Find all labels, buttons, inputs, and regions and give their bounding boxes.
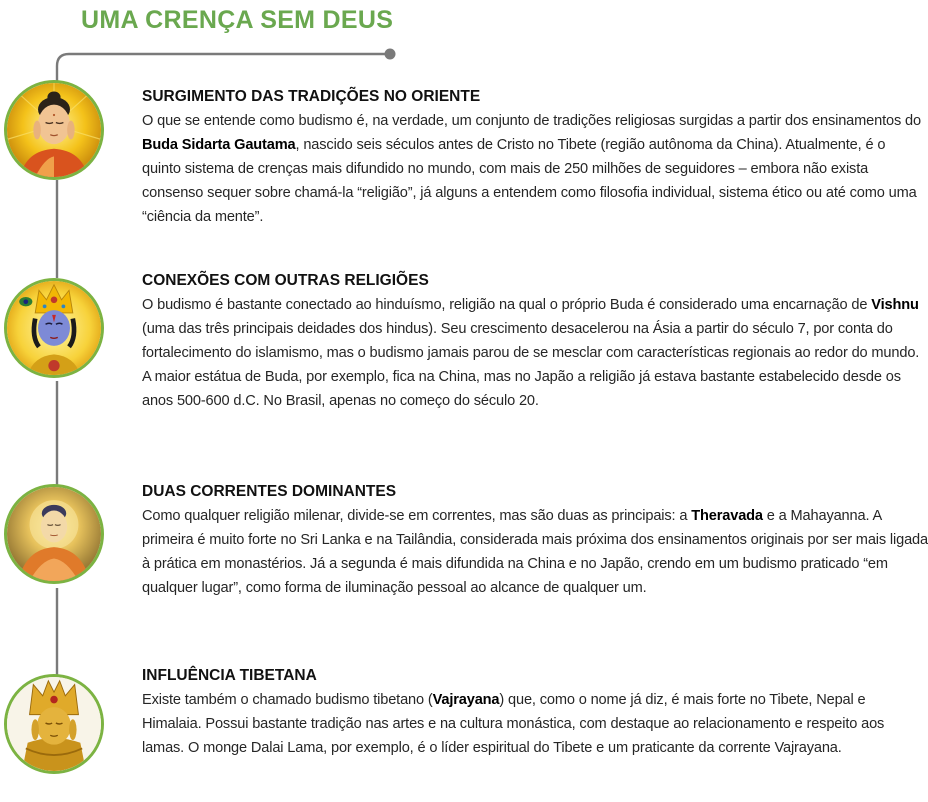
bold-term: Vishnu — [871, 297, 919, 313]
section-currents — [142, 480, 928, 600]
section-heading: CONEXÕES COM OUTRAS RELIGIÕES — [142, 272, 429, 289]
section-body: Existe também o chamado budismo tibetano (Vajrayana) que, como o nome já diz, é mais forte no Tibete, Nepal e Himalaia. Possui bastante tradição nas artes e na cultura monástica, com destaque ao relacionamento e respeito aos lamas. O monge Dalai Lama, por exemplo, é o líder espiritual do Tibete e um praticante da corrente Vajrayana. — [142, 692, 885, 756]
section-connections — [142, 269, 928, 413]
vishnu-icon — [4, 278, 104, 378]
bold-term: Vajrayana — [432, 692, 500, 708]
buddha-gold-icon — [4, 80, 104, 180]
golden-statue-icon — [4, 674, 104, 774]
section-body: O que se entende como budismo é, na verdade, um conjunto de tradições religiosas surgidas a partir dos ensinamentos do Buda Sidarta Gautama, nascido seis séculos antes de Cristo no Tibete (região autônoma da China). Atualmente, é o quinto sistema de crenças mais difundido no mundo, com mais de 250 milhões de seguidores – embora não exista consenso sequer sobre chamá-la “religião”, já alguns a entendem como filosofia individual, sistema ético ou até como uma “ciência da mente”. — [142, 113, 921, 225]
bold-term: Theravada — [691, 508, 763, 524]
section-origin — [142, 85, 928, 229]
section-heading: DUAS CORRENTES DOMINANTES — [142, 483, 397, 500]
timeline-end-dot — [385, 49, 396, 60]
section-heading: INFLUÊNCIA TIBETANA — [142, 667, 317, 684]
section-tibetan — [142, 664, 928, 760]
section-heading: SURGIMENTO DAS TRADIÇÕES NO ORIENTE — [142, 88, 481, 105]
page-title: UMA CRENÇA SEM DEUS — [81, 6, 394, 34]
section-body: Como qualquer religião milenar, divide-se em correntes, mas são duas as principais: a Theravada e a Mahayanna. A primeira é muito forte no Sri Lanka e na Tailândia, considerada mais próxima dos ensinamentos originais por ser mais ligada à prática em monastérios. Já a segunda é mais difundida na China e no Japão, crendo em um budismo praticado “em qualquer lugar”, como forma de iluminação pessoal ao alcance de qualquer um. — [142, 508, 928, 596]
section-body: O budismo é bastante conectado ao hinduísmo, religião na qual o próprio Buda é considerado uma encarnação de Vishnu (uma das três principais deidades dos hindus). Seu crescimento desacelerou na Ásia a partir do século 7, por conta do fortalecimento do islamismo, mas o budismo jamais parou de se mesclar com características regionais ao redor do mundo. A maior estátua de Buda, por exemplo, fica na China, mas no Japão a religião já estava bastante estabelecido desde os anos 500-600 d.C. No Brasil, apenas no começo do século 20. — [142, 297, 920, 409]
meditating-buddha-icon — [4, 484, 104, 584]
bold-term: Buda Sidarta Gautama — [142, 137, 296, 153]
